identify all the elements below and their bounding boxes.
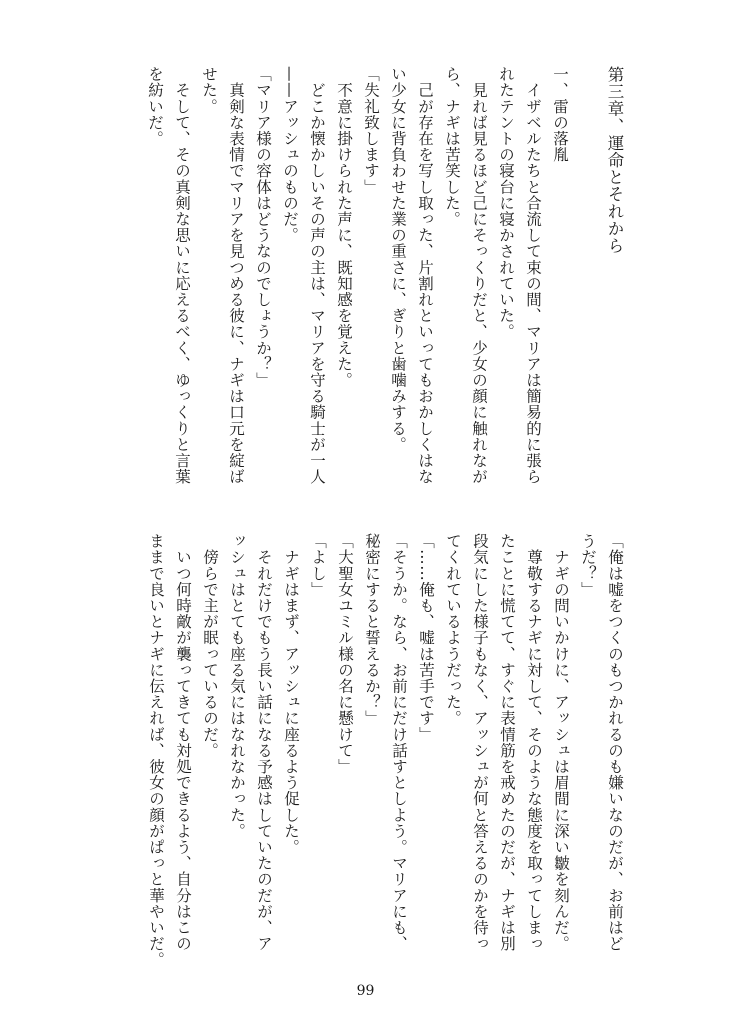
text-line: イザベルたちと合流して束の間、マリアは簡易的に張ら	[524, 66, 542, 485]
text-line: 「そうか。なら、お前にだけ話すとしよう。マリアにも、	[390, 533, 408, 952]
text-line: てくれているようだった。	[444, 533, 462, 727]
text-line: 秘密にすると誓えるか？」	[363, 533, 381, 727]
text-line: どこか懐かしいその声の主は、マリアを守る騎士が一人	[308, 66, 326, 485]
text-line: 「……俺も、嘘は苦手です」	[417, 533, 435, 743]
text-line: うだ？」	[579, 533, 597, 598]
text-line: たことに慌てて、すぐに表情筋を戒めたのだが、ナギは別	[498, 533, 516, 952]
text-line: 一、雷の落胤	[551, 66, 569, 163]
text-line: 「俺は嘘をつくのもつかれるのも嫌いなのだが、お前はど	[606, 533, 624, 952]
page-number: 99	[356, 983, 375, 999]
chapter-title: 第三章、運命とそれから	[605, 66, 624, 255]
text-line: 段気にした様子もなく、アッシュが何と答えるのかを待っ	[471, 533, 489, 952]
lower-text-block	[128, 533, 628, 983]
upper-text-block	[128, 66, 628, 516]
text-line: い少女に背負わせた業の重さに、ぎりと歯噛みする。	[389, 66, 407, 453]
text-line: 「よし」	[309, 533, 327, 598]
text-line: ままで良いとナギに伝えれば、彼女の顔がぱっと華やいだ。	[147, 533, 165, 968]
text-line: 不意に掛けられた声に、既知感を覚えた。	[335, 66, 353, 388]
text-line: 「大聖女ユミル様の名に懸けて」	[336, 533, 354, 775]
text-line: を紡いだ。	[146, 66, 164, 147]
text-line: 見れば見るほど己にそっくりだと、少女の顔に触れなが	[470, 66, 488, 485]
text-line: そして、その真剣な思いに応えるべく、ゆっくりと言葉	[173, 66, 191, 485]
text-line: ら、ナギは苦笑した。	[443, 66, 461, 227]
text-line: 尊敬するナギに対して、そのような態度を取ってしまっ	[525, 533, 543, 952]
text-line: ナギはまず、アッシュに座るよう促した。	[282, 533, 300, 855]
text-line: いつ何時敵が襲ってきても対処できるよう、自分はこの	[174, 533, 192, 952]
text-line: 「失礼致します」	[362, 66, 380, 195]
text-line: 傍らで主が眠っているのだ。	[201, 533, 219, 759]
text-line: ッシュはとても座る気にはなれなかった。	[228, 533, 246, 839]
text-line: 「マリア様の容体はどうなのでしょうか？」	[254, 66, 272, 388]
text-line: それだけでもう長い話になる予感はしていたのだが、ア	[255, 533, 273, 952]
text-line: 真剣な表情でマリアを見つめる彼に、ナギは口元を綻ば	[227, 66, 245, 485]
text-line: れたテントの寝台に寝かされていた。	[497, 66, 515, 340]
text-line: ——アッシュのものだ。	[281, 66, 299, 244]
text-line: 己が存在を写し取った、片割れといってもおかしくはな	[416, 66, 434, 485]
text-line: せた。	[200, 66, 218, 115]
text-line: ナギの問いかけに、アッシュは眉間に深い皺を刻んだ。	[552, 533, 570, 952]
